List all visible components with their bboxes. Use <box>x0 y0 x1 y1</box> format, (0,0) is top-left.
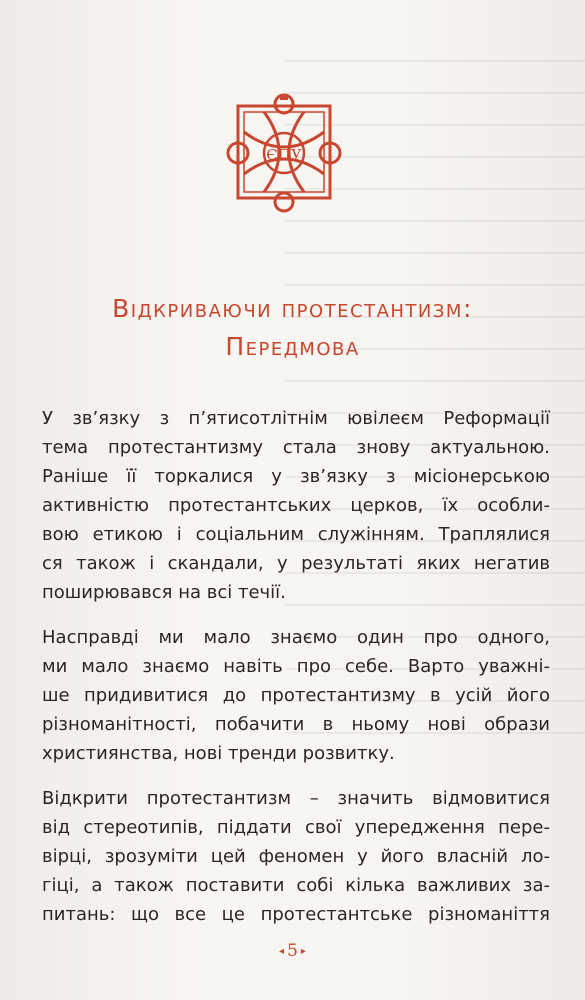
text-line: вою етикою і соціальним служінням. Траплялися <box>42 524 550 545</box>
text-line: ся також і скандали, у результаті яких негатив <box>42 553 550 574</box>
text-line: християнства, нові тренди розвитку. <box>42 743 395 764</box>
text-line: ми мало знаємо навіть про себе. Варто уважні- <box>42 656 550 677</box>
emblem-logo <box>224 92 344 214</box>
text-line: гіці, а також поставити собі кілька важливих за- <box>42 875 550 896</box>
text-line: вірці, зрозуміти цей феномен у його власній ло- <box>42 846 550 867</box>
text-line: активністю протестантських церков, їх особли- <box>42 495 550 516</box>
heading-line-2: Передмова <box>225 332 360 361</box>
text-line: ше придивитися до протестантизму в усій його <box>42 685 550 706</box>
right-mark-icon: ▸ <box>300 946 306 957</box>
text-line: тема протестантизму стала знову актуальною. <box>42 437 550 458</box>
text-line: від стереотипів, піддати свої упередження пере- <box>42 817 550 838</box>
heading-line-1: Відкриваючи протестантизм: <box>112 294 473 323</box>
text-line: У зв’язку з п’ятисотлітнім ювілеєм Реформації <box>42 408 550 429</box>
page-footer <box>0 941 585 961</box>
text-line: різноманітності, побачити в ньому нові образи <box>42 714 550 735</box>
paragraph-1 <box>42 404 550 607</box>
paragraph-3 <box>42 784 550 929</box>
left-mark-icon: ◂ <box>279 946 285 957</box>
text-line: питань: що все це протестантське різноманіття <box>42 904 550 925</box>
text-line: Насправді ми мало знаємо один про одного, <box>42 627 550 648</box>
body-text <box>42 404 550 929</box>
page-number: 5 <box>287 941 298 961</box>
text-line: Раніше її торкалися у зв’язку з місіонерською <box>42 466 550 487</box>
paragraph-2 <box>42 623 550 768</box>
text-line: Відкрити протестантизм – значить відмовитися <box>42 788 550 809</box>
text-line: поширювався на всі течії. <box>42 582 286 603</box>
emblem-monogram: ЄПУ <box>266 146 302 164</box>
